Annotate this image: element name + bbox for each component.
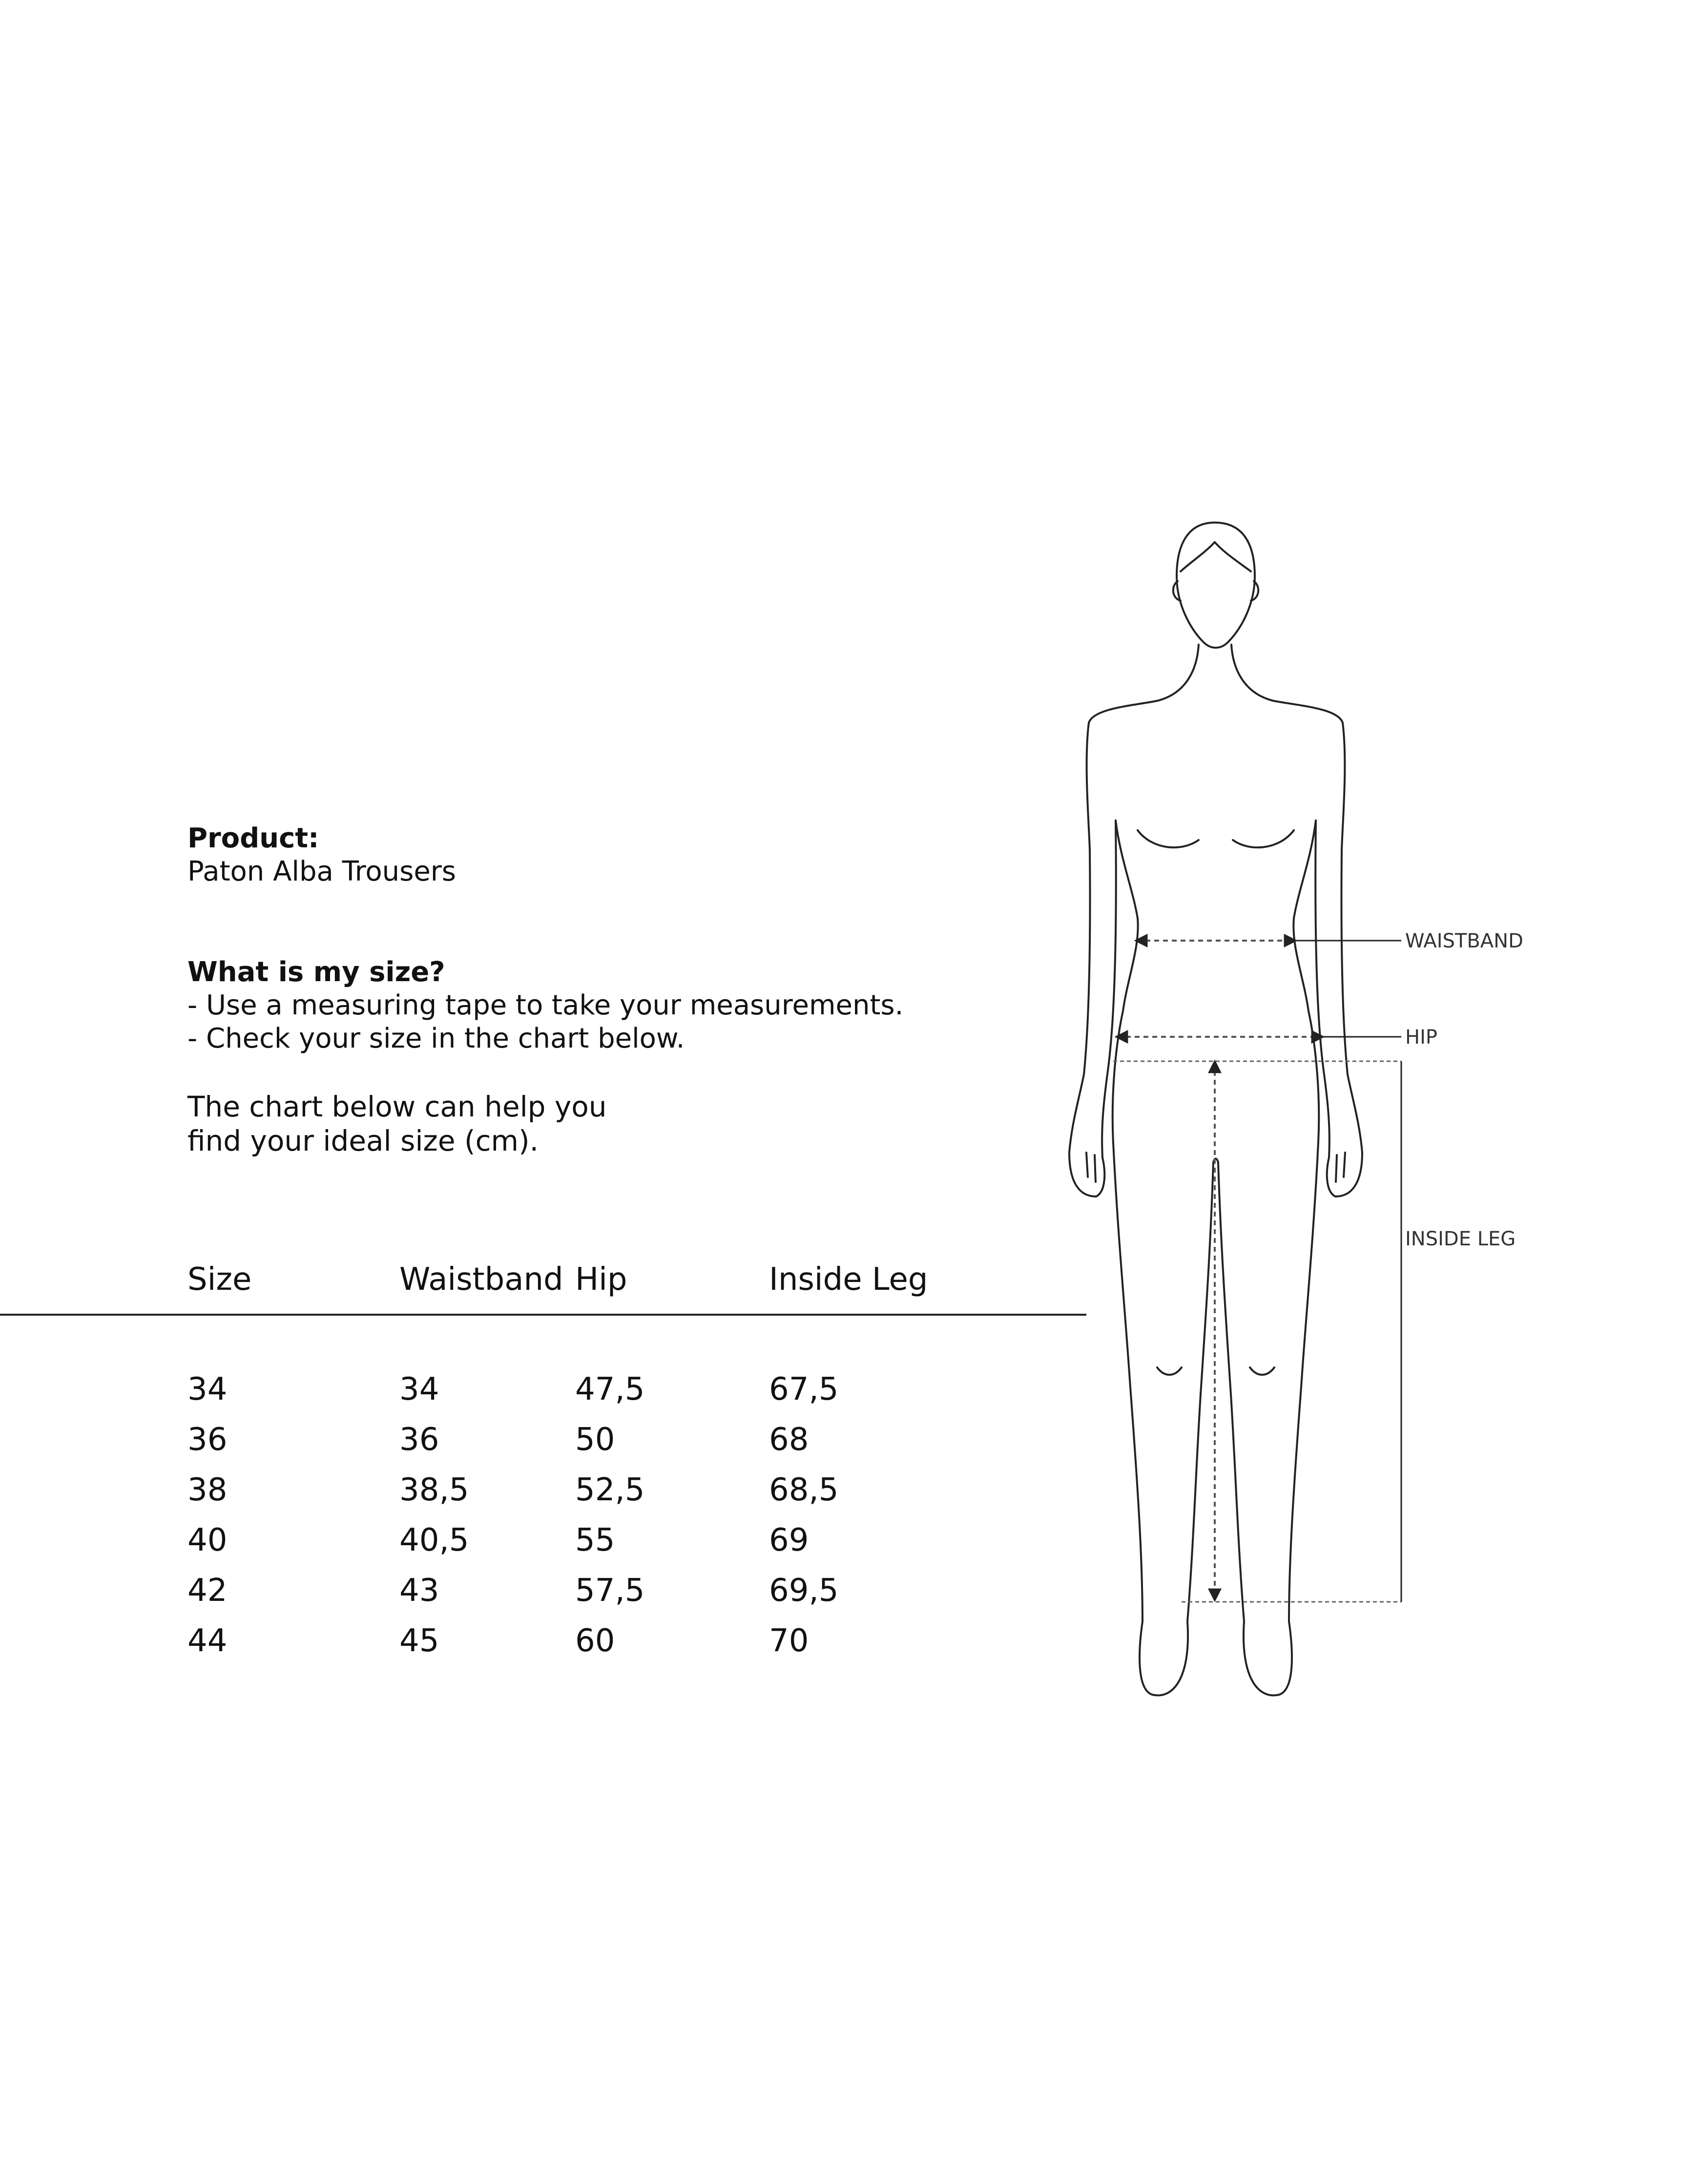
left-knee xyxy=(1157,1367,1182,1375)
table-row xyxy=(0,1566,1086,1616)
cell-hip: 52,5 xyxy=(575,1472,645,1508)
column-header-inside-leg: Inside Leg xyxy=(769,1261,928,1298)
cell-size: 38 xyxy=(187,1472,228,1508)
cell-inside-leg: 67,5 xyxy=(769,1371,839,1407)
right-arm-inner xyxy=(1315,820,1329,1157)
product-label: Product: xyxy=(187,822,319,854)
size-help-steps xyxy=(187,989,903,1055)
hip-label: HIP xyxy=(1405,1026,1437,1049)
size-table-header xyxy=(0,1255,1086,1316)
right-arm-outer xyxy=(1342,850,1363,1153)
cell-hip: 57,5 xyxy=(575,1573,645,1609)
left-leg-outer xyxy=(1113,1143,1142,1621)
cell-inside-leg: 68 xyxy=(769,1422,809,1458)
cell-size: 34 xyxy=(187,1371,228,1407)
table-row xyxy=(0,1415,1086,1465)
cell-waistband: 40,5 xyxy=(399,1522,469,1558)
instruction-step: - Check your size in the chart below. xyxy=(187,1023,685,1054)
right-knee xyxy=(1250,1367,1274,1375)
measurement-figure xyxy=(1059,508,1631,1709)
cell-hip: 47,5 xyxy=(575,1371,645,1407)
table-row xyxy=(0,1515,1086,1566)
left-shoulder xyxy=(1087,701,1157,850)
cell-waistband: 34 xyxy=(399,1371,439,1407)
column-header-waistband: Waistband xyxy=(399,1261,563,1298)
table-row xyxy=(0,1465,1086,1515)
cell-hip: 60 xyxy=(575,1623,615,1659)
size-table-body xyxy=(0,1365,1086,1666)
left-arm-inner xyxy=(1102,820,1116,1157)
waistband-measurement xyxy=(1137,930,1523,952)
size-help-heading: What is my size? xyxy=(187,956,445,988)
hairline xyxy=(1181,542,1251,571)
cell-inside-leg: 69 xyxy=(769,1522,809,1558)
chart-intro-line: The chart below can help you xyxy=(187,1090,607,1123)
head-shape xyxy=(1177,523,1255,648)
left-fingers xyxy=(1086,1153,1096,1182)
cell-waistband: 43 xyxy=(399,1573,439,1609)
product-name: Paton Alba Trousers xyxy=(187,856,456,887)
cell-hip: 50 xyxy=(575,1422,615,1458)
inside-leg-label: INSIDE LEG xyxy=(1405,1228,1516,1250)
cell-waistband: 36 xyxy=(399,1422,439,1458)
chart-intro xyxy=(187,1090,607,1158)
column-header-size: Size xyxy=(187,1261,252,1298)
waistband-label: WAISTBAND xyxy=(1405,930,1523,952)
cell-size: 40 xyxy=(187,1522,228,1558)
left-arm-outer xyxy=(1069,850,1090,1153)
size-table xyxy=(0,1255,1086,1666)
column-header-hip: Hip xyxy=(575,1261,627,1298)
bust-right xyxy=(1233,830,1294,847)
cell-inside-leg: 70 xyxy=(769,1623,809,1659)
cell-inside-leg: 68,5 xyxy=(769,1472,839,1508)
inside-leg-measurement xyxy=(1113,1061,1516,1602)
table-row xyxy=(0,1365,1086,1415)
bust-left xyxy=(1138,830,1199,847)
hip-measurement xyxy=(1117,1026,1437,1049)
right-shoulder xyxy=(1273,701,1345,850)
cell-waistband: 38,5 xyxy=(399,1472,469,1508)
body-outline-illustration xyxy=(1059,508,1631,1709)
left-leg-inner xyxy=(1187,1162,1213,1621)
cell-size: 36 xyxy=(187,1422,228,1458)
table-row xyxy=(0,1616,1086,1666)
right-fingers xyxy=(1336,1153,1345,1182)
left-foot xyxy=(1140,1621,1188,1695)
neck-left xyxy=(1157,645,1199,701)
cell-hip: 55 xyxy=(575,1522,615,1558)
cell-inside-leg: 69,5 xyxy=(769,1573,839,1609)
right-leg-inner xyxy=(1218,1162,1244,1621)
cell-size: 42 xyxy=(187,1573,228,1609)
chart-intro-line: find your ideal size (cm). xyxy=(187,1124,539,1157)
instruction-step: - Use a measuring tape to take your measurements. xyxy=(187,989,904,1021)
right-leg-outer xyxy=(1289,1143,1318,1621)
right-foot xyxy=(1244,1621,1292,1695)
cell-size: 44 xyxy=(187,1623,228,1659)
neck-right xyxy=(1231,645,1273,701)
cell-waistband: 45 xyxy=(399,1623,439,1659)
